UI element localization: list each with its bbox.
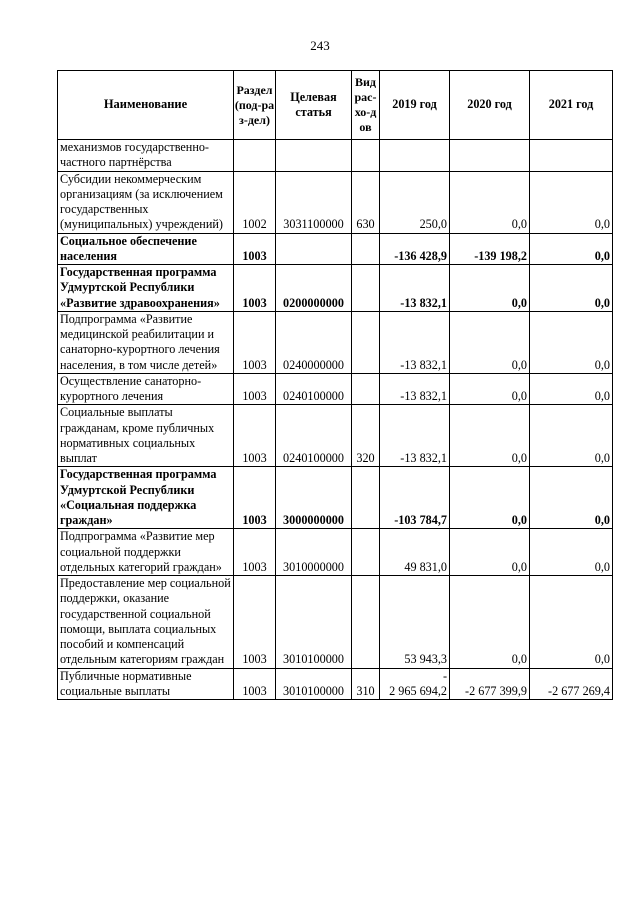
header-2019: 2019 год [380,71,450,140]
row-razdel: 1003 [234,668,276,700]
row-target: 3010000000 [276,529,352,576]
row-2019 [380,140,450,172]
row-razdel: 1003 [234,233,276,265]
row-name: Социальные выплаты гражданам, кроме публичных нормативных социальных выплат [58,405,234,467]
row-2021: 0,0 [530,529,613,576]
row-vid [352,529,380,576]
row-2019: -13 832,1 [380,311,450,373]
row-2020: 0,0 [450,405,530,467]
table-row [58,668,613,700]
table-row [58,576,613,669]
row-razdel: 1003 [234,467,276,529]
page-number: 243 [310,38,330,53]
row-2020: 0,0 [450,467,530,529]
row-razdel [234,140,276,172]
row-target: 0240000000 [276,311,352,373]
row-vid [352,233,380,265]
row-2021: 0,0 [530,405,613,467]
row-target [276,233,352,265]
row-vid [352,373,380,405]
table-row [58,311,613,373]
row-2019: -103 784,7 [380,467,450,529]
header-2021: 2021 год [530,71,613,140]
row-2021: 0,0 [530,373,613,405]
header-name: Наименование [58,71,234,140]
row-target: 0240100000 [276,373,352,405]
row-razdel: 1003 [234,265,276,312]
row-razdel: 1002 [234,171,276,233]
row-2021: 0,0 [530,265,613,312]
row-2019: 250,0 [380,171,450,233]
table-row [58,529,613,576]
row-vid: 310 [352,668,380,700]
row-vid [352,265,380,312]
row-name: Публичные нормативные социальные выплаты [58,668,234,700]
table-row [58,265,613,312]
row-2019: - 2 965 694,2 [380,668,450,700]
row-2019: -136 428,9 [380,233,450,265]
header-2020: 2020 год [450,71,530,140]
row-target [276,140,352,172]
row-name: механизмов государственно-частного партнёрства [58,140,234,172]
row-target: 0200000000 [276,265,352,312]
row-name: Осуществление санаторно-курортного лечения [58,373,234,405]
row-2021: -2 677 269,4 [530,668,613,700]
row-target: 3000000000 [276,467,352,529]
row-2021 [530,140,613,172]
table-row [58,140,613,172]
row-2020: 0,0 [450,311,530,373]
row-2019: 53 943,3 [380,576,450,669]
row-target: 3031100000 [276,171,352,233]
table-row [58,405,613,467]
row-2020 [450,140,530,172]
row-name: Социальное обеспечение населения [58,233,234,265]
row-name: Подпрограмма «Развитие медицинской реабилитации и санаторно-курортного лечения населения, в том числе детей» [58,311,234,373]
row-2021: 0,0 [530,233,613,265]
row-target: 0240100000 [276,405,352,467]
row-vid [352,311,380,373]
budget-table [57,70,613,700]
row-2020: 0,0 [450,171,530,233]
row-2021: 0,0 [530,467,613,529]
row-vid: 320 [352,405,380,467]
row-2021: 0,0 [530,171,613,233]
row-razdel: 1003 [234,311,276,373]
row-vid [352,140,380,172]
row-2019: 49 831,0 [380,529,450,576]
table-row [58,467,613,529]
row-target: 3010100000 [276,668,352,700]
row-razdel: 1003 [234,576,276,669]
header-row [58,71,613,140]
row-2021: 0,0 [530,311,613,373]
header-target: Целевая статья [276,71,352,140]
row-name: Подпрограмма «Развитие мер социальной поддержки отдельных категорий граждан» [58,529,234,576]
header-vid: Вид рас-хо-дов [352,71,380,140]
row-2020: -2 677 399,9 [450,668,530,700]
row-vid [352,467,380,529]
row-2021: 0,0 [530,576,613,669]
row-razdel: 1003 [234,373,276,405]
row-2020: 0,0 [450,373,530,405]
row-name: Государственная программа Удмуртской Республики «Социальная поддержка граждан» [58,467,234,529]
row-name: Предоставление мер социальной поддержки, оказание государственной социальной помощи, выплата социальных пособий и компенсаций отдельным категориям граждан [58,576,234,669]
row-name: Государственная программа Удмуртской Республики «Развитие здравоохранения» [58,265,234,312]
row-target: 3010100000 [276,576,352,669]
table-row [58,373,613,405]
row-2020: 0,0 [450,265,530,312]
row-2019: -13 832,1 [380,373,450,405]
row-2020: 0,0 [450,529,530,576]
row-razdel: 1003 [234,405,276,467]
table-row [58,171,613,233]
table-row [58,233,613,265]
row-vid: 630 [352,171,380,233]
row-razdel: 1003 [234,529,276,576]
row-2019: -13 832,1 [380,405,450,467]
row-2020: 0,0 [450,576,530,669]
row-2020: -139 198,2 [450,233,530,265]
row-name: Субсидии некоммерческим организациям (за исключением государственных (муниципальных) учреждений) [58,171,234,233]
row-vid [352,576,380,669]
header-razdel: Раздел (под-раз-дел) [234,71,276,140]
row-2019: -13 832,1 [380,265,450,312]
